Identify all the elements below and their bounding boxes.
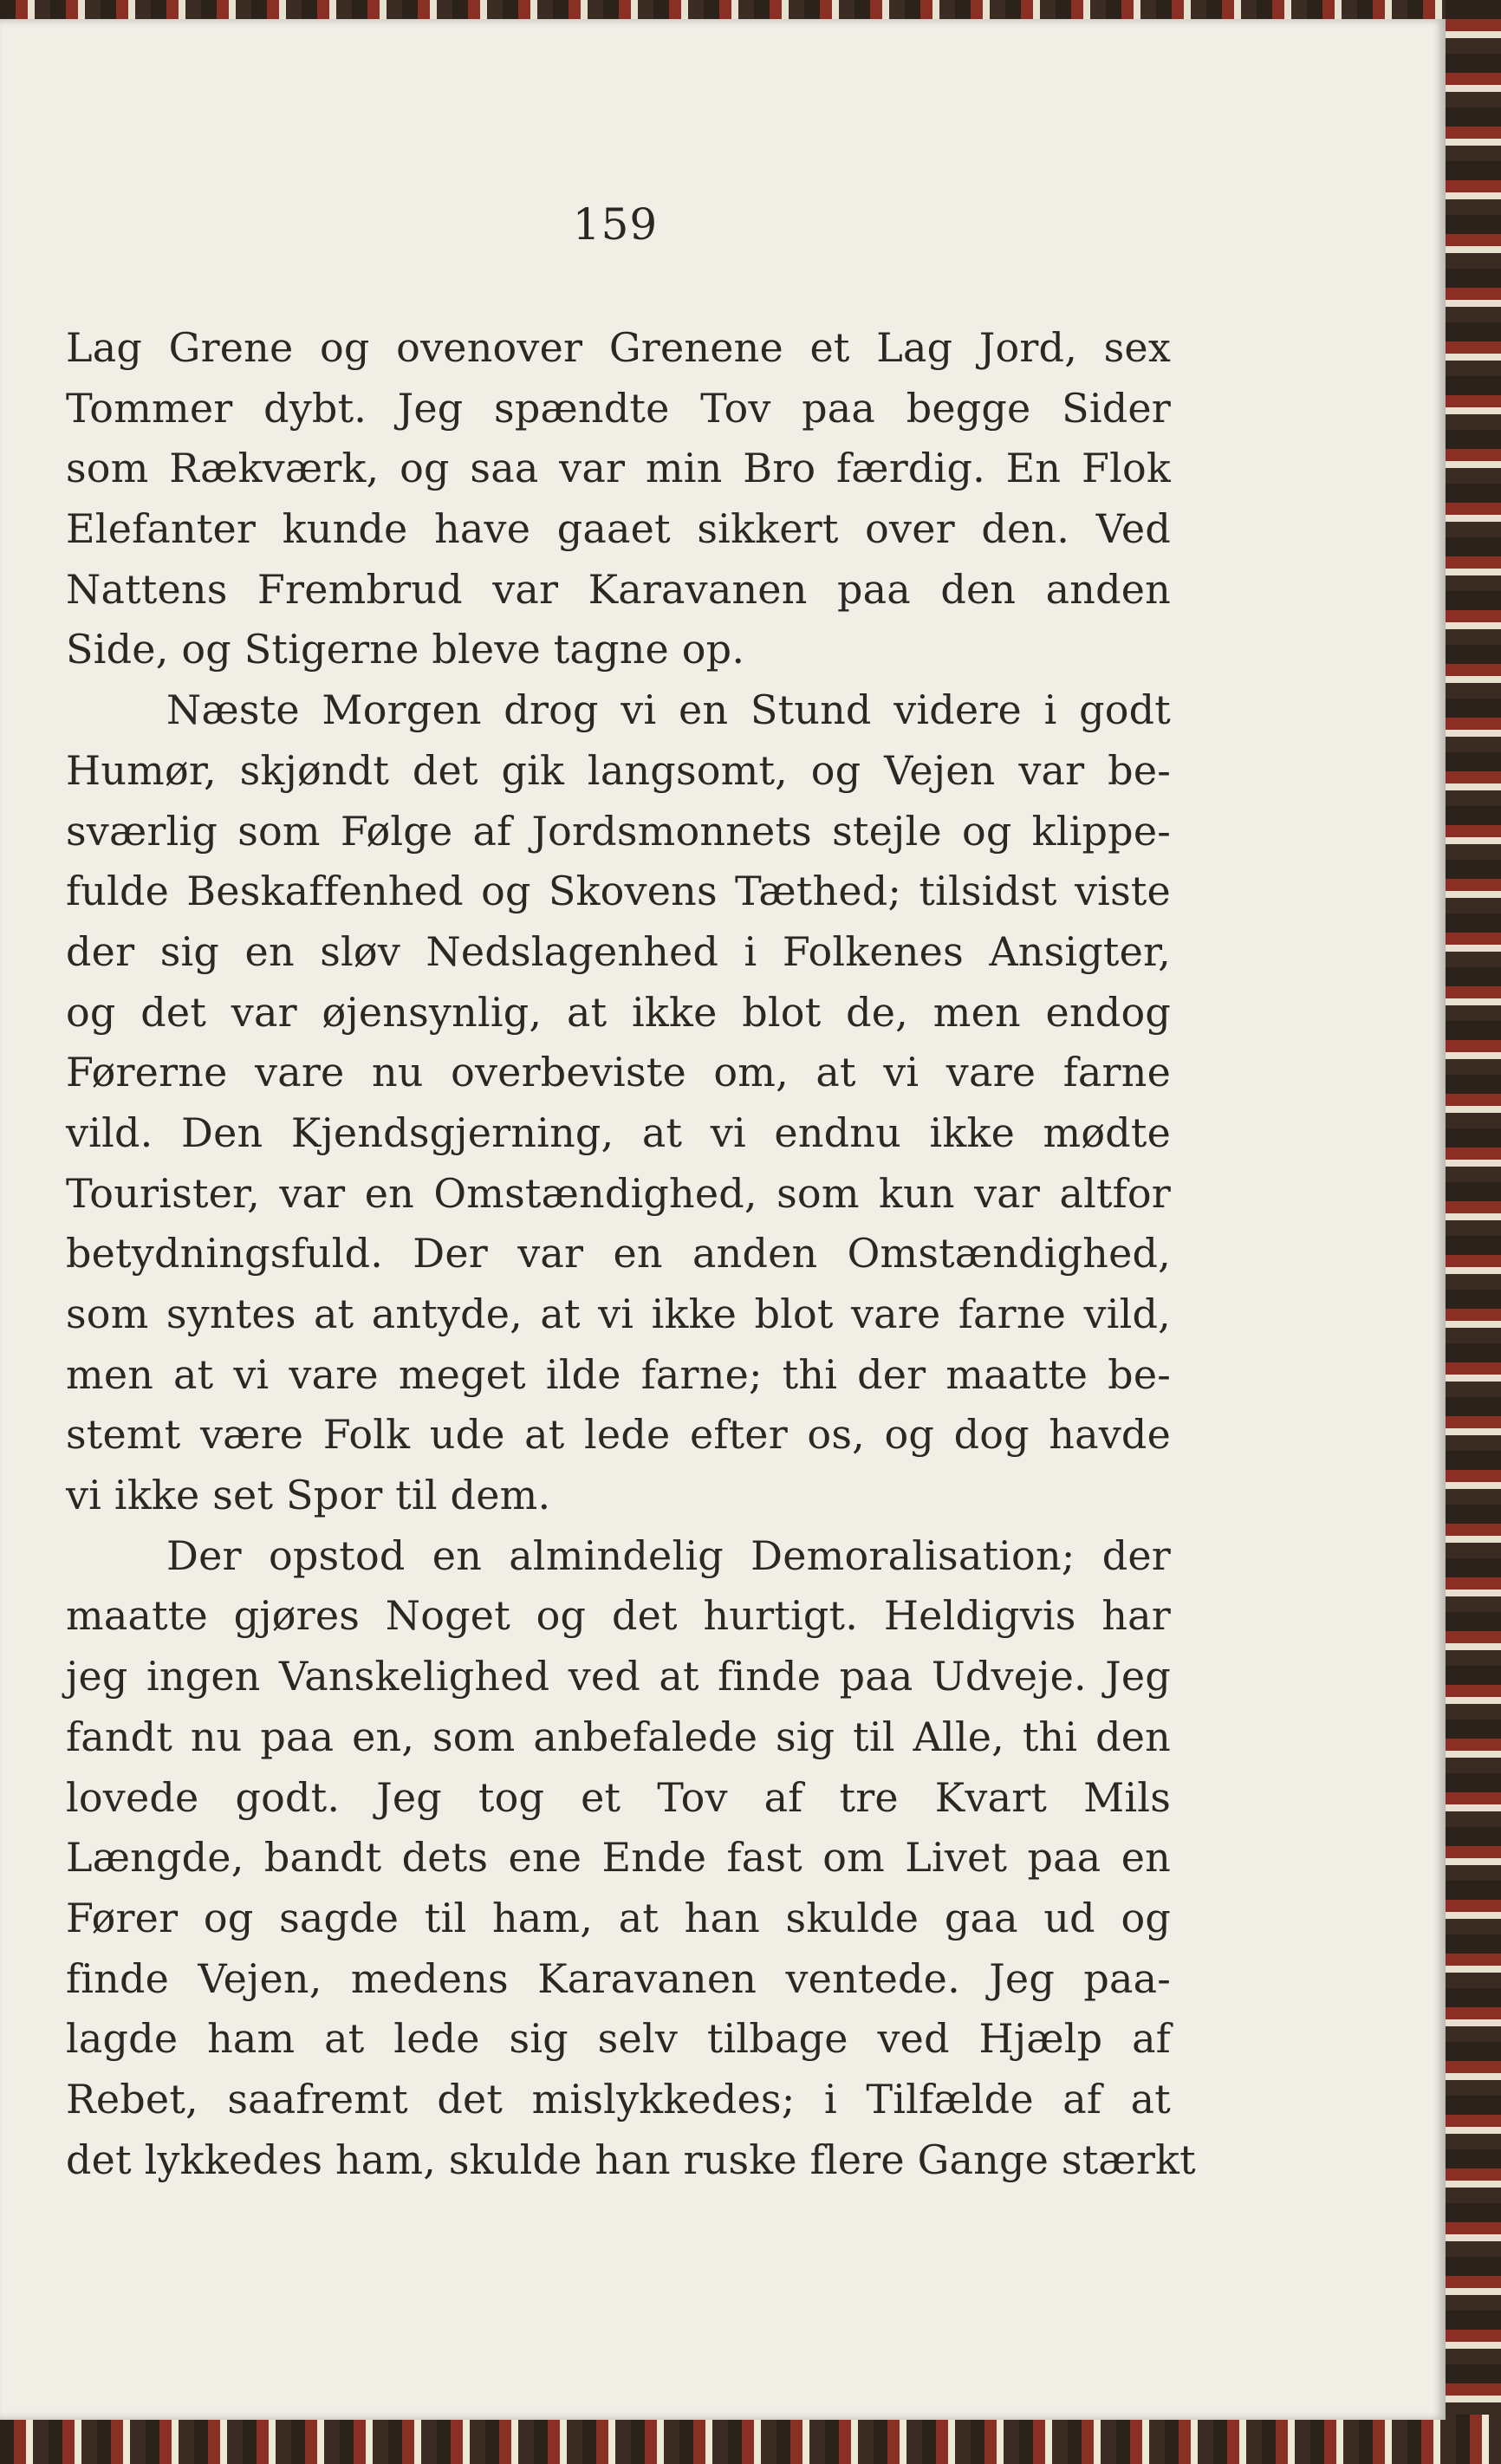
text-line: Tommer dybt. Jeg spændte Tov paa begge Sider: [66, 384, 1171, 432]
book-page: [0, 19, 1446, 2420]
text-line: finde Vejen, medens Karavanen ventede. Jeg paa-: [66, 1954, 1171, 2002]
text-line: Førerne vare nu overbeviste om, at vi vare farne: [66, 1049, 1171, 1096]
text-line: men at vi vare meget ilde farne; thi der maatte be-: [66, 1350, 1171, 1398]
text-line: Elefanter kunde have gaaet sikkert over den. Ved: [66, 505, 1171, 553]
text-line: vi ikke set Spor til dem.: [66, 1472, 551, 1519]
text-line: Rebet, saafremt det mislykkedes; i Tilfælde af at: [66, 2075, 1171, 2123]
text-line: jeg ingen Vanskelighed ved at finde paa Udveje. Jeg: [66, 1653, 1171, 1700]
text-line: der sig en sløv Nedslagenhed i Folkenes Ansigter,: [66, 927, 1171, 975]
text-line: fulde Beskaffenhed og Skovens Tæthed; tilsidst viste: [66, 868, 1171, 915]
text-line: Humør, skjøndt det gik langsomt, og Vejen var be-: [66, 746, 1171, 794]
text-line: maatte gjøres Noget og det hurtigt. Heldigvis har: [66, 1592, 1171, 1640]
page-edge-right: [1446, 0, 1501, 2464]
text-line: Nattens Frembrud var Karavanen paa den anden: [66, 565, 1171, 613]
text-line: som Rækværk, og saa var min Bro færdig. En Flok: [66, 445, 1171, 492]
text-line: som syntes at antyde, at vi ikke blot vare farne vild,: [66, 1291, 1171, 1337]
text-line: Der opstod en almindelig Demoralisation; der: [166, 1531, 1171, 1579]
text-line: det lykkedes ham, skulde han ruske flere Gange stærkt: [66, 2136, 1196, 2183]
text-line: og det var øjensynlig, at ikke blot de, men endog: [66, 988, 1171, 1036]
text-line: Tourister, var en Omstændighed, som kun var altfor: [66, 1169, 1171, 1217]
page-edge-bottom: [0, 2415, 1501, 2464]
text-line: lagde ham at lede sig selv tilbage ved Hjælp af: [66, 2015, 1171, 2063]
text-line: fandt nu paa en, som anbefalede sig til Alle, thi den: [66, 1713, 1171, 1760]
text-line: Længde, bandt dets ene Ende fast om Livet paa en: [66, 1834, 1171, 1882]
body-text: [66, 318, 1196, 2190]
text-line: Næste Morgen drog vi en Stund videre i godt: [166, 686, 1171, 734]
text-line: Lag Grene og ovenover Grenene et Lag Jord, sex: [66, 324, 1171, 371]
text-line: stemt være Folk ude at lede efter os, og dog havde: [66, 1411, 1171, 1459]
text-line: Side, og Stigerne bleve tagne op.: [66, 626, 745, 673]
text-line: lovede godt. Jeg tog et Tov af tre Kvart Mils: [66, 1773, 1171, 1821]
text-line: betydningsfuld. Der var en anden Omstændighed,: [66, 1230, 1171, 1278]
text-line: sværlig som Følge af Jordsmonnets stejle og klippe-: [66, 807, 1171, 855]
text-line: vild. Den Kjendsgjerning, at vi endnu ikke mødte: [66, 1108, 1171, 1156]
page-number: 159: [572, 199, 659, 250]
text-line: Fører og sagde til ham, at han skulde gaa ud og: [66, 1894, 1171, 1941]
